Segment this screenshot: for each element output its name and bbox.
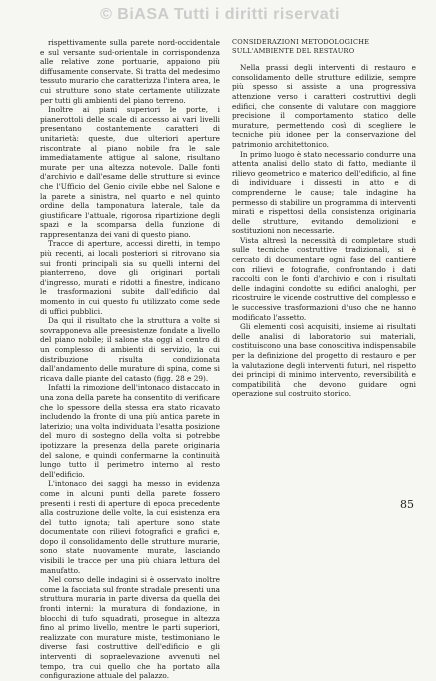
right-paragraph-2: In primo luogo è stato necessario condurre una attenta analisi dello stato di fatto, mediante il rilievo geometrico e materico dell'edificio, al fine di individuare i dissesti in atto e di comprenderne le cause; tale indagine ha permesso di stabilire un programma di interventi mirati e rispettosi della consistenza originaria delle strutture, evitando demolizioni e sostituzioni non necessarie. [232,149,416,236]
left-paragraph-5: Infatti la rimozione dell'intonaco distaccato in una zona della parete ha consentito di verificare che lo spessore della stessa era stato ricavato includendo la fronte di una più antica parete in laterizio; una volta individuata l'esatta posizione del muro di sostegno della volta si potrebbe ipotizzare la presenza della parete originaria del salone, e quindi confermarne la continuità lungo tutto il perimetro interno al resto dell'edificio. [40,383,220,479]
left-paragraph-2: Inoltre ai piani superiori le porte, i pianerottoli delle scale di accesso ai vari livelli presentano costantemente caratteri di unitarietà: queste, due ulteriori aperture riscontrate al piano nobile fra le sale immediatamente attigue al salone, risultano murate per una altezza notevole. Dalle fonti d'archivio e dall'esame delle strutture si evince che l'Ufficio del Genio civile ebbe nel Salone e la parete a sinistra, nel quarto e nel quinto ordine della tamponatura laterale, tale da giustificare l'attuale, rigorosa ripartizione degli spazi e la scomparsa della funzione di rappresentanza dei vani di questo piano. [40,105,220,239]
copyright-watermark: © BiASA Tutti i diritti riservati [100,6,340,23]
left-paragraph-4: Da qui il risultato che la struttura a volte si sovrapponeva alle preesistenze fondate a livello del piano nobile; il salone sta oggi al centro di un complesso di ambienti di servizio, la cui distribuzione risulta condizionata dall'andamento delle murature di spina, come si ricava dalle piante del catasto (figg. 28 e 29). [40,316,220,383]
right-paragraph-1: Nella prassi degli interventi di restauro e consolidamento delle strutture edilizie, sempre più spesso si assiste a una progressiva attenzione verso i caratteri costruttivi degli edifici, che consente di valutare con maggiore precisione il comportamento statico delle murature, permettendo così di scegliere le tecniche più idonee per la conservazione del patrimonio architettonico. [232,63,416,149]
page-number: 85 [400,498,414,511]
left-text-column [40,38,220,681]
left-paragraph-1: rispettivamente sulla parete nord-occidentale e sul versante sud-orientale in corrispondenza alle relative zone portuarie, appaiono più diffusamente conservate. Si tratta del medesimo tessuto murario che caratterizza l'intera area, le cui strutture sono state certamente utilizzate per tutti gli ambienti del piano terreno. [40,38,220,105]
section-heading: CONSIDERAZIONI METODOLOGICHE SULL'AMBIENTE DEL RESTAURO [232,38,370,55]
left-paragraph-7: Nel corso delle indagini si è osservato inoltre come la facciata sul fronte stradale presenti una struttura muraria in parte diversa da quella dei fronti interni: la muratura di fondazione, in blocchi di tufo squadrati, prosegue in altezza fino al primo livello, mentre le parti superiori, realizzate con murature miste, testimoniano le diverse fasi costruttive dell'edificio e gli interventi di sopraelevazione avvenuti nel tempo, tra cui quello che ha portato alla configurazione attuale del palazzo. [40,575,220,681]
right-paragraph-4: Gli elementi così acquisiti, insieme ai risultati delle analisi di laboratorio sui materiali, costituiscono una base conoscitiva indispensabile per la definizione del progetto di restauro e per la valutazione degli interventi futuri, nel rispetto dei principi di minimo intervento, reversibilità e compatibilità che devono guidare ogni operazione sul costruito storico. [232,322,416,399]
right-text-column [232,38,416,478]
right-paragraph-3: Vista altresì la necessità di completare studi sulle tecniche costruttive tradizionali, si è cercato di documentare ogni fase del cantiere con rilievi e fotografie, confrontando i dati raccolti con le fonti d'archivio e con i risultati delle indagini condotte su edifici analoghi, per ricostruire le vicende costruttive del complesso e le successive trasformazioni d'uso che ne hanno modificato l'assetto. [232,235,416,322]
left-paragraph-3: Tracce di aperture, accessi diretti, in tempo più recenti, ai locali posteriori si ritrovano sia sui fronti principali sia su quelli interni del pianterreno, dove gli originari portali d'ingresso, murati e ridotti a finestre, indicano le trasformazioni subite dall'edificio dal momento in cui questo fu utilizzato come sede di uffici pubblici. [40,239,220,316]
left-paragraph-6: L'intonaco dei saggi ha messo in evidenza come in alcuni punti della parete fossero presenti i resti di aperture di epoca precedente alla costruzione delle volte, la cui esistenza era del tutto ignota; tali aperture sono state documentate con rilievi fotografici e grafici e, dopo il consolidamento delle strutture murarie, sono state nuovamente murate, lasciando visibili le tracce per una più chiara lettura del manufatto. [40,479,220,575]
